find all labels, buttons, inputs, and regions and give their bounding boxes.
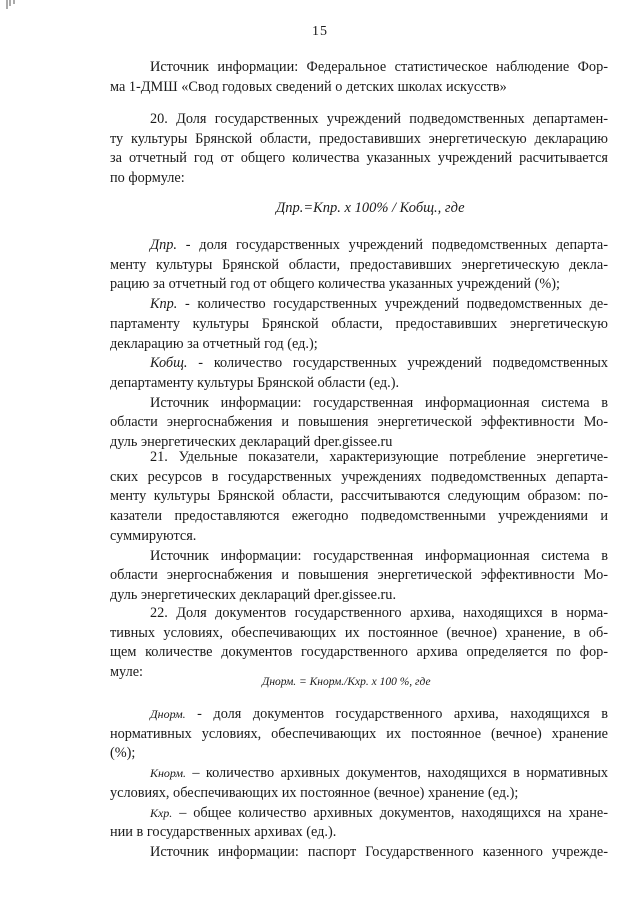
- page-number: 15: [312, 24, 328, 39]
- text-line: нормативных условиях, обеспечивающих их постоянное (вечное) хранение: [110, 725, 608, 742]
- text-line: за отчетный год от общего количества указанных учреждений расчитывается: [110, 150, 608, 167]
- text-line: условиях, обеспечивающих их постоянное (вечное) хранение (ед.);: [110, 784, 519, 801]
- definition-text: – общее количество архивных документов, находящихся на хране-: [172, 804, 608, 821]
- text-line: 20. Доля государственных учреждений подведомственных департамен-: [150, 111, 608, 127]
- definition-line: [110, 354, 608, 374]
- text-line: тивных условиях, обеспечивающих их постоянное (вечное) хранение, в об-: [110, 624, 608, 641]
- definition-line: [110, 295, 608, 315]
- text-line: области энергоснабжения и повышения энергетической эффективности Мо-: [110, 414, 608, 431]
- text-line: нии в государственных архивах (ед.).: [110, 824, 337, 841]
- item-20-paragraph: [110, 110, 608, 189]
- text-line: казатели предоставляются ежегодно подведомственными учреждениями и: [110, 508, 608, 525]
- text-line: Источник информации: государственная информационная система в: [150, 394, 608, 411]
- item-21-paragraph: [110, 448, 608, 606]
- item-22-paragraph: [110, 604, 608, 683]
- text-line: ма 1-ДМШ «Свод годовых сведений о детских школах искусств»: [110, 78, 507, 95]
- definition-line: [110, 804, 608, 824]
- text-line: 22. Доля документов государственного архива, находящихся в норма-: [150, 605, 608, 621]
- text-line: (%);: [110, 745, 136, 762]
- text-line: по формуле:: [110, 170, 185, 187]
- text-line: рацию за отчетный год от общего количества указанных учреждений (%);: [110, 276, 561, 293]
- definition-text: - количество государственных учреждений подведомственных де-: [177, 296, 608, 313]
- definition-line: [110, 705, 608, 725]
- text-line: ту культуры Брянской области, предоставивших энергетическую декларацию: [110, 130, 608, 147]
- text-line: декларацию за отчетный год (ед.);: [110, 335, 318, 352]
- item-22-definitions: [110, 705, 608, 863]
- definition-text: - доля государственных учреждений подведомственных департа-: [176, 237, 608, 253]
- text-line: департаменту культуры Брянской области (ед.).: [110, 374, 400, 391]
- text-line: щем количестве документов государственного архива определяется по фор-: [110, 644, 608, 661]
- term-dnorm: Днорм.: [150, 707, 186, 721]
- definition-line: [110, 236, 608, 256]
- text-line: партаменту культуры Брянской области, предоставивших энергетическую: [110, 315, 608, 332]
- text-line: менту культуры Брянской области, рассчитываются следующим образом: по-: [110, 488, 608, 505]
- text-line: области энергоснабжения и повышения энергетической эффективности Мо-: [110, 567, 608, 584]
- text-line: Источник информации: Федеральное статистическое наблюдение Фор-: [150, 59, 608, 75]
- item-20-definitions: [110, 236, 608, 453]
- term-knorm: Кнорм.: [150, 766, 186, 781]
- term-kobsch: Кобщ.: [150, 355, 188, 372]
- text-line: менту культуры Брянской области, предоставивших энергетическую декла-: [110, 256, 608, 273]
- term-khr: Кхр.: [150, 805, 173, 820]
- term-dpr: Дпр.: [150, 237, 177, 253]
- definition-text: - доля документов государственного архива, находящихся в: [185, 706, 608, 722]
- source-paragraph-1: [110, 58, 608, 97]
- text-line: 21. Удельные показатели, характеризующие потребление энергетиче-: [150, 449, 608, 465]
- text-line: Источник информации: государственная информационная система в: [150, 547, 608, 564]
- text-line: дуль энергетических деклараций dper.gissee.ru: [110, 434, 393, 451]
- definition-text: – количество архивных документов, находящихся в нормативных: [185, 765, 608, 782]
- text-line: Источник информации: паспорт Государственного казенного учрежде-: [150, 843, 608, 860]
- formula-20: Дпр.=Кпр. x 100% / Кобщ., где: [276, 200, 465, 216]
- corner-mark: [6, 0, 18, 10]
- text-line: ских ресурсов в государственных учреждениях подведомственных департа-: [110, 468, 608, 485]
- text-line: муле:: [110, 664, 144, 681]
- definition-text: - количество государственных учреждений подведомственных: [187, 355, 608, 372]
- formula-22: Днорм. = Кнорм./Кхр. x 100 %, где: [262, 676, 431, 688]
- text-line: суммируются.: [110, 527, 197, 544]
- definition-line: [110, 764, 608, 784]
- term-kpr: Кпр.: [150, 296, 178, 313]
- text-line: дуль энергетических деклараций dper.gissee.ru.: [110, 586, 397, 603]
